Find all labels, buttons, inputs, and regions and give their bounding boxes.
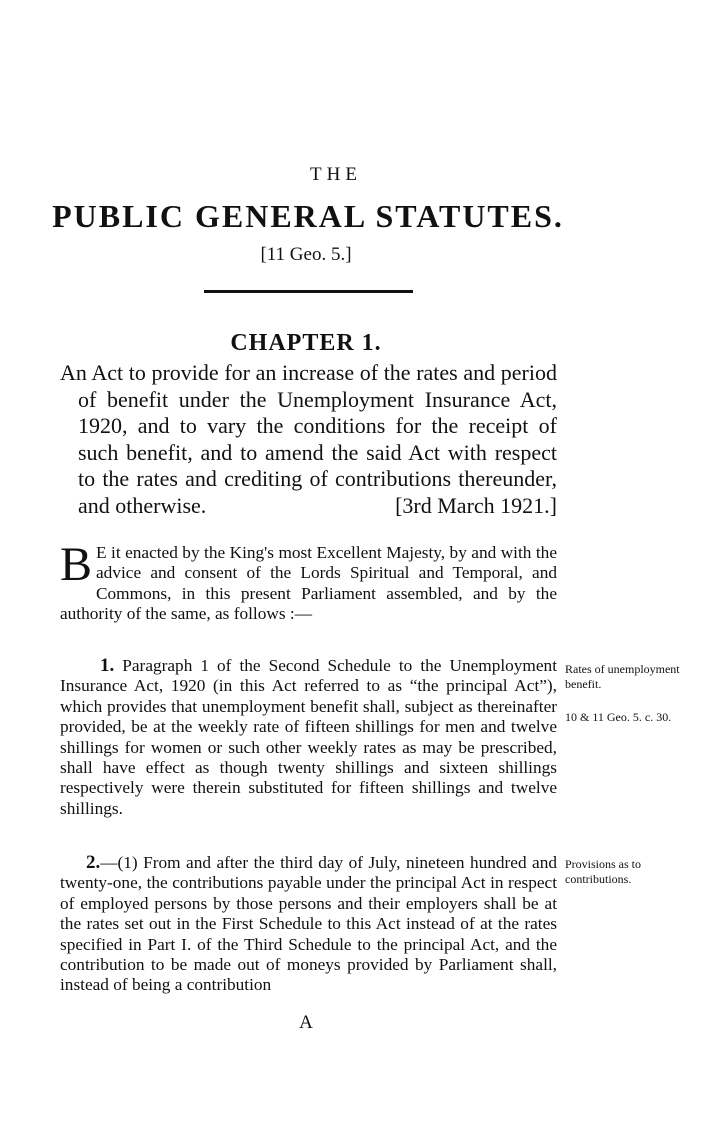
section-1-margin-note: Rates of unemployment benefit. xyxy=(565,662,680,691)
assent-date: [3rd March 1921.] xyxy=(395,492,557,518)
chapter-heading: CHAPTER 1. xyxy=(230,330,382,356)
section-1-number: 1. xyxy=(100,655,115,676)
enacting-formula xyxy=(60,538,557,625)
section-1-text: Paragraph 1 of the Second Schedule to the Unemployment Insurance Act, 1920 (in this Act referred to as “the principal Act”), which provides that unemployment benefit shall, subject as thereinafter provided, be at the weekly rate of fifteen shillings for men and twelve shillings for women or such other weekly rates as may be prescribed, shall have effect as though twenty shillings and sixteen shillings respectively were therein substituted for fifteen shillings and twelve shillings. xyxy=(60,656,557,818)
section-1 xyxy=(60,656,557,819)
section-2 xyxy=(60,853,557,996)
page-title: PUBLIC GENERAL STATUTES. xyxy=(52,198,564,234)
drop-cap: B xyxy=(60,538,93,591)
section-2-text: —(1) From and after the third day of July, nineteen hundred and twenty-one, the contributions payable under the principal Act in respect of employed persons by those persons and their employers shall be at the rates set out in the First Schedule to this Act instead of at the rates specified in Part I. of the Third Schedule to the principal Act, and the contribution to be made out of moneys provided by Parliament shall, instead of being a contribution xyxy=(60,853,557,995)
long-title xyxy=(60,360,557,519)
regnal-year: [11 Geo. 5.] xyxy=(260,244,352,265)
section-2-margin-note: Provisions as to contributions. xyxy=(565,857,642,886)
long-title-text: An Act to provide for an increase of the rates and period of benefit under the Unemployment Insurance Act, 1920, and to vary the conditions for the receipt of such benefit, and to amend the said Act with respect to the rates and crediting of contributions thereunder, and otherwise. xyxy=(60,360,557,518)
header-rule xyxy=(204,290,413,293)
header-the: THE xyxy=(310,164,362,185)
section-2-number: 2. xyxy=(86,852,101,873)
section-1-margin-ref: 10 & 11 Geo. 5. c. 30. xyxy=(565,710,672,724)
signature-mark: A xyxy=(299,1012,313,1033)
enacting-text: E it enacted by the King's most Excellent Majesty, by and with the advice and consent of the Lords Spiritual and Temporal, and Commons, in this present Parliament assembled, and by the authority of the same, as follows :— xyxy=(60,543,557,624)
